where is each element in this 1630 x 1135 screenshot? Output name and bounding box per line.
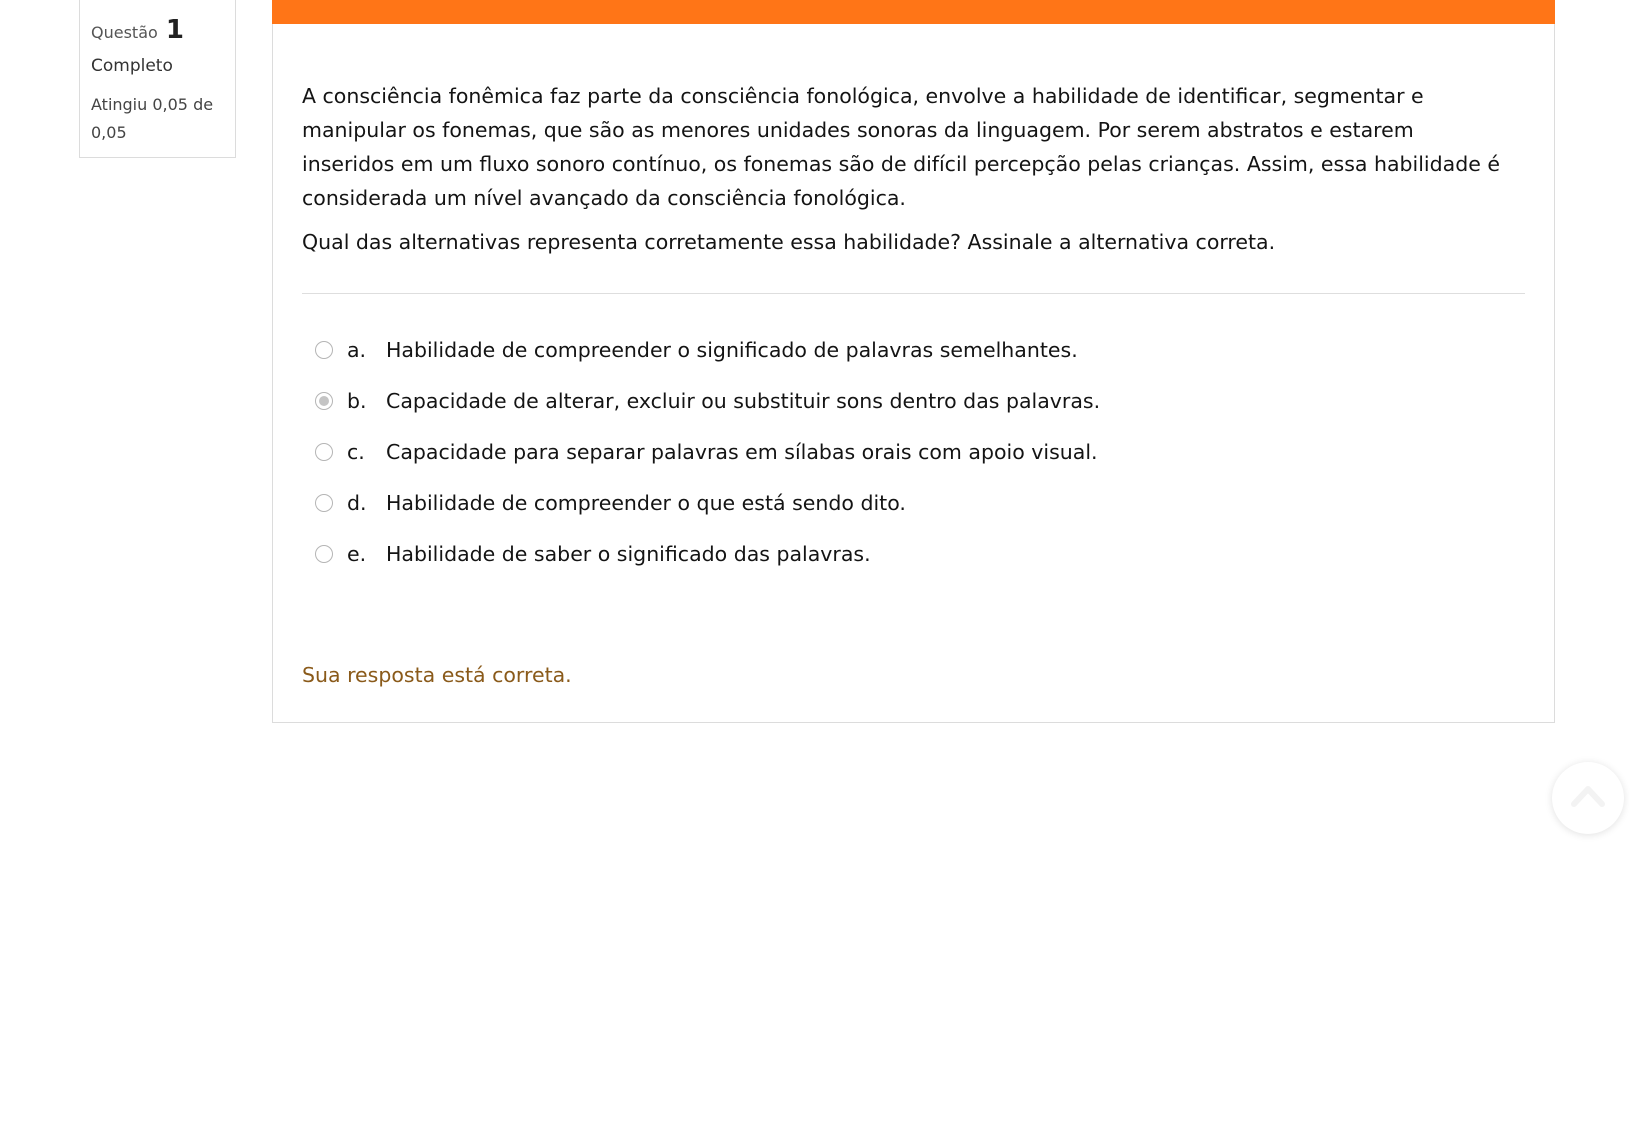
answer-list bbox=[315, 336, 1100, 591]
question-grade: Atingiu 0,05 de 0,05 bbox=[91, 95, 214, 142]
accent-bar bbox=[272, 0, 1555, 24]
answer-letter: b. bbox=[347, 389, 367, 413]
question-label bbox=[91, 10, 224, 50]
radio-button-e[interactable] bbox=[315, 545, 333, 563]
answer-option-c[interactable] bbox=[315, 438, 1100, 489]
feedback-message: Sua resposta está correta. bbox=[302, 663, 572, 687]
answer-letter: a. bbox=[347, 338, 367, 362]
question-number: 1 bbox=[165, 15, 184, 45]
answer-option-b[interactable] bbox=[315, 387, 1100, 438]
question-label-text: Questão bbox=[91, 23, 158, 42]
question-text-block bbox=[302, 79, 1502, 259]
question-content-card bbox=[272, 0, 1555, 723]
answer-text[interactable]: Capacidade de alterar, excluir ou substituir sons dentro das palavras. bbox=[386, 389, 1101, 413]
answer-letter: e. bbox=[347, 542, 367, 566]
answer-letter: c. bbox=[347, 440, 365, 464]
answer-letter: d. bbox=[347, 491, 367, 515]
answer-text[interactable]: Capacidade para separar palavras em sílabas orais com apoio visual. bbox=[386, 440, 1098, 464]
radio-button-a[interactable] bbox=[315, 341, 333, 359]
radio-button-d[interactable] bbox=[315, 494, 333, 512]
radio-button-b[interactable] bbox=[315, 392, 333, 410]
question-text: A consciência fonêmica faz parte da consciência fonológica, envolve a habilidade de identificar, segmentar e manipular os fonemas, que são as menores unidades sonoras da linguagem. Por serem abstratos e estarem inseridos em um fluxo sonoro contínuo, os fonemas são de difícil percepção pelas crianças. Assim, essa habilidade é considerada um nível avançado da consciência fonológica. bbox=[302, 84, 1500, 210]
radio-button-c[interactable] bbox=[315, 443, 333, 461]
answer-option-a[interactable] bbox=[315, 336, 1100, 387]
question-prompt: Qual das alternativas representa corretamente essa habilidade? Assinale a alternativa correta. bbox=[302, 230, 1276, 254]
answer-option-d[interactable] bbox=[315, 489, 1100, 540]
question-state: Completo bbox=[91, 56, 173, 76]
answer-option-e[interactable] bbox=[315, 540, 1100, 591]
answer-text[interactable]: Habilidade de compreender o significado de palavras semelhantes. bbox=[386, 338, 1078, 362]
arrow-up-icon bbox=[1570, 782, 1606, 814]
scroll-to-top-button[interactable] bbox=[1552, 762, 1624, 834]
divider bbox=[302, 293, 1525, 294]
answer-text[interactable]: Habilidade de saber o significado das palavras. bbox=[386, 542, 871, 566]
answer-text[interactable]: Habilidade de compreender o que está sendo dito. bbox=[386, 491, 906, 515]
question-info-box bbox=[79, 0, 236, 158]
